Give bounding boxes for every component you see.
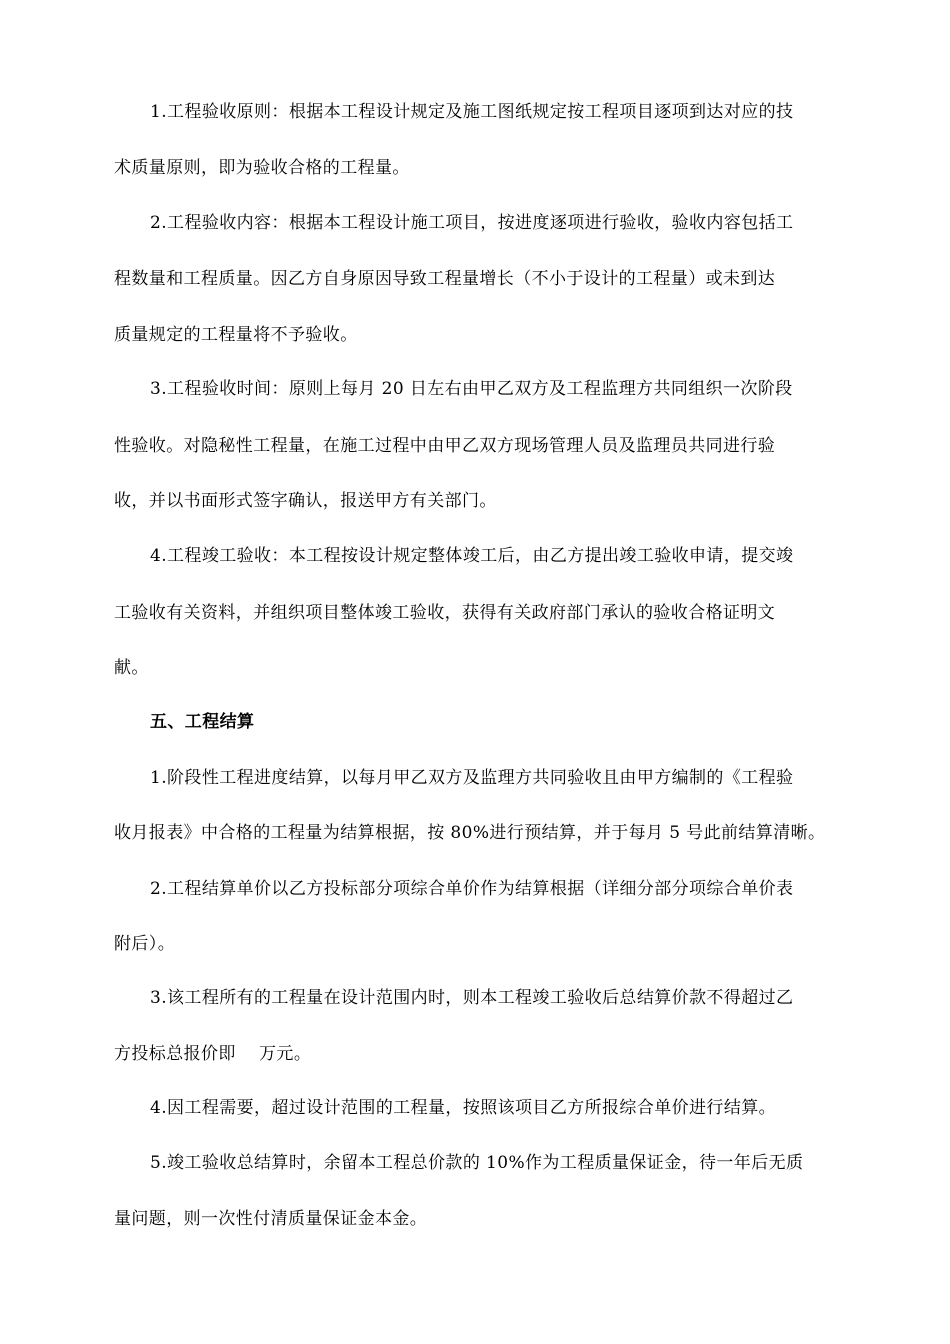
text-line: 2.工程结算单价以乙方投标部分项综合单价作为结算根据（详细分部分项综合单价表	[150, 879, 794, 899]
text-line: 程数量和工程质量。因乙方自身原因导致工程量增长（不小于设计的工程量）或未到达	[114, 269, 776, 289]
section-heading: 五、工程结算	[150, 712, 255, 732]
text-line: 3.工程验收时间：原则上每月 20 日左右由甲乙双方及工程监理方共同组织一次阶段	[150, 379, 793, 399]
text-line: 3.该工程所有的工程量在设计范围内时，则本工程竣工验收后总结算价款不得超过乙	[150, 988, 794, 1008]
text-line: 2.工程验收内容：根据本工程设计施工项目，按进度逐项进行验收，验收内容包括工	[150, 213, 794, 233]
text-line: 附后）。	[114, 934, 176, 954]
text-line: 献。	[114, 658, 149, 678]
text-line: 收月报表》中合格的工程量为结算根据，按 80%进行预结算，并于每月 5 号此前结算清晰。	[114, 823, 826, 843]
text-line: 4.工程竣工验收：本工程按设计规定整体竣工后，由乙方提出竣工验收申请，提交竣	[150, 546, 794, 566]
text-line: 4.因工程需要，超过设计范围的工程量，按照该项目乙方所报综合单价进行结算。	[150, 1098, 777, 1118]
text-line: 质量规定的工程量将不予验收。	[114, 325, 358, 345]
text-line: 1.工程验收原则：根据本工程设计规定及施工图纸规定按工程项目逐项到达对应的技	[150, 102, 794, 122]
text-line: 性验收。对隐秘性工程量，在施工过程中由甲乙双方现场管理人员及监理员共同进行验	[114, 436, 776, 456]
text-line: 工验收有关资料，并组织项目整体竣工验收，获得有关政府部门承认的验收合格证明文	[114, 603, 776, 623]
text-line: 量问题，则一次性付清质量保证金本金。	[114, 1209, 428, 1229]
text-line: 术质量原则，即为验收合格的工程量。	[114, 158, 410, 178]
text-line: 收，并以书面形式签字确认，报送甲方有关部门。	[114, 491, 497, 511]
text-line: 方投标总报价即 万元。	[114, 1044, 312, 1064]
text-line: 5.竣工验收总结算时，余留本工程总价款的 10%作为工程质量保证金，待一年后无质	[150, 1153, 804, 1173]
text-line: 1.阶段性工程进度结算，以每月甲乙双方及监理方共同验收且由甲方编制的《工程验	[150, 768, 794, 788]
